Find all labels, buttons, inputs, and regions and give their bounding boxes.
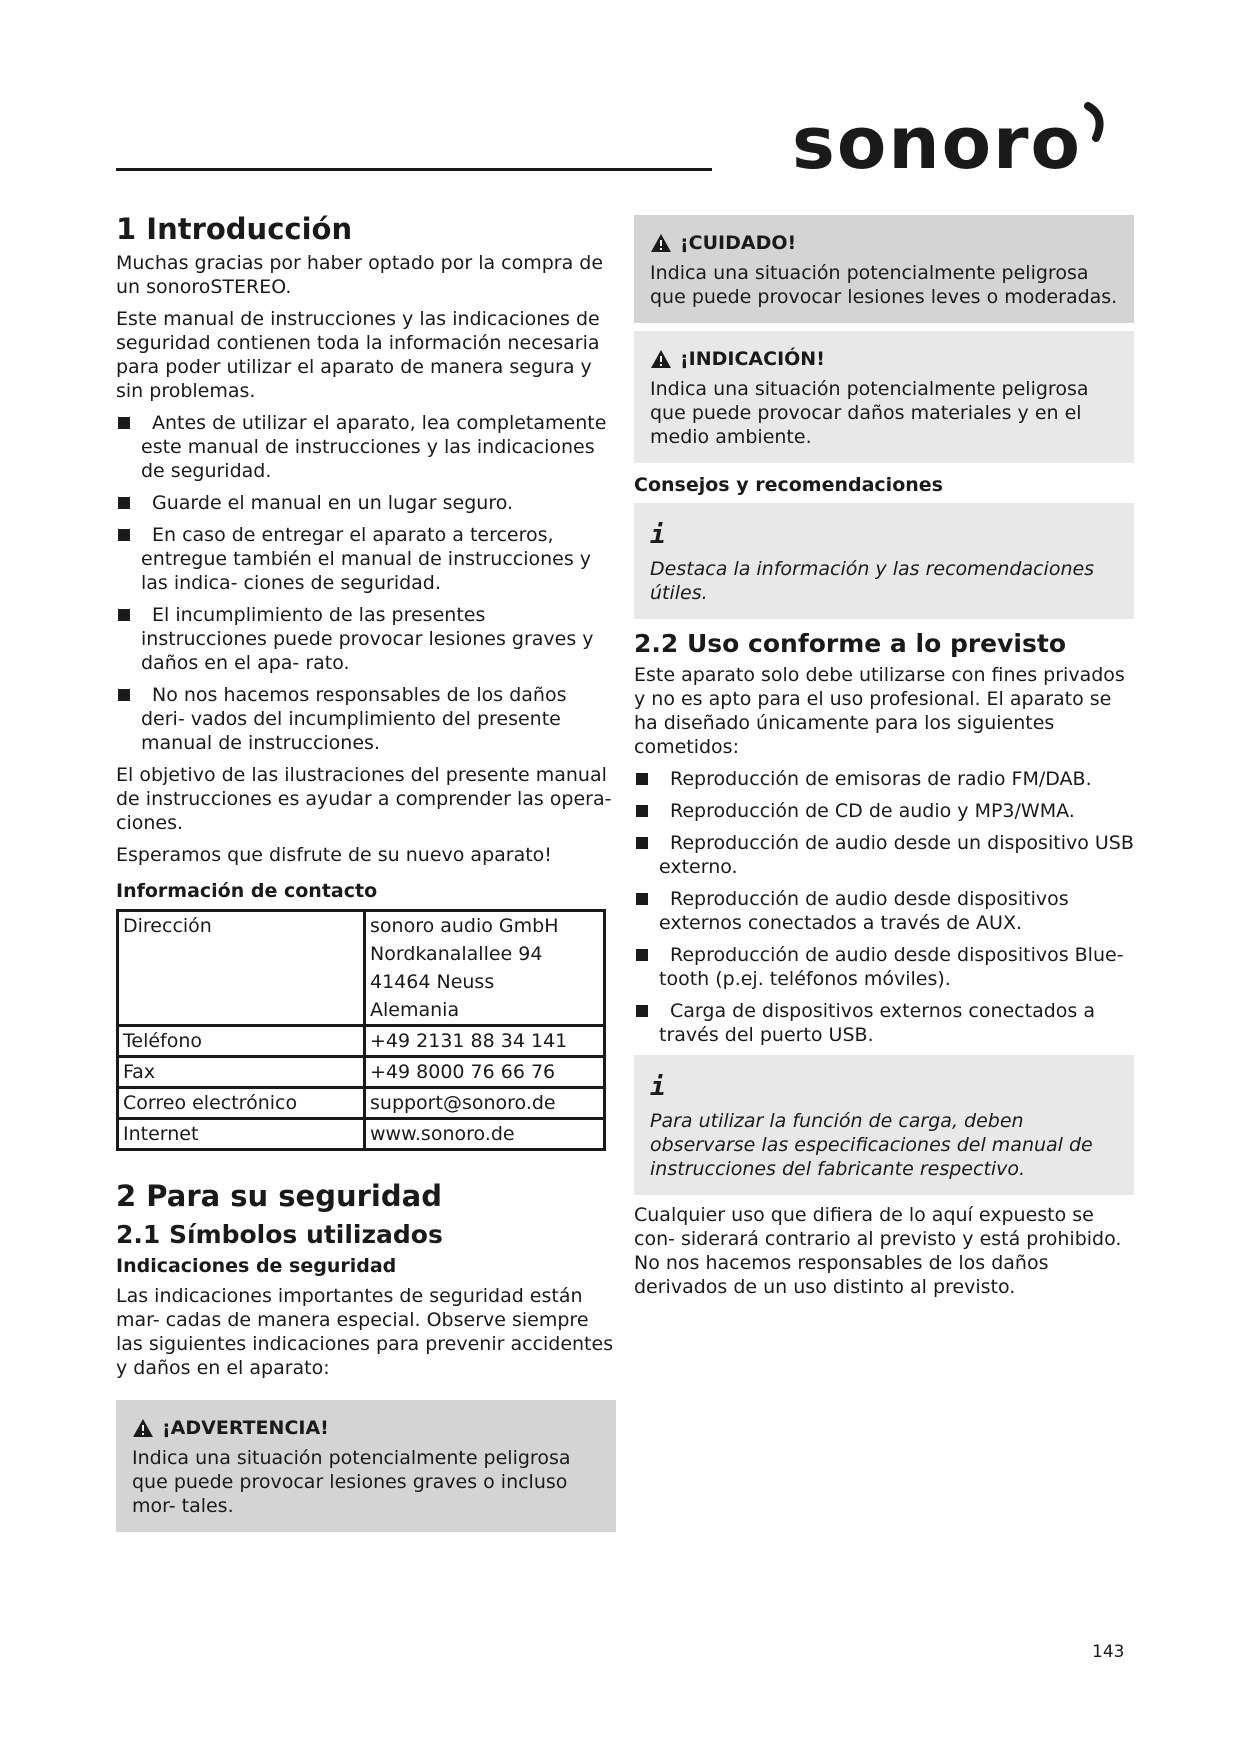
intro-paragraph-2: Este manual de instrucciones y las indicaciones de seguridad contienen toda la información necesaria para poder utilizar el aparato de manera segura y sin problemas. (116, 308, 600, 402)
warning-triangle-icon (650, 349, 672, 369)
page-number: 143 (1092, 1642, 1125, 1662)
contact-key: Fax (118, 1057, 365, 1088)
tip-box-1 (634, 503, 1134, 619)
symbols-subtitle: 2.1 Símbolos utilizados (116, 1220, 443, 1249)
svg-text:sonoro: sonoro (792, 101, 1083, 178)
list-item: Antes de utilizar el aparato, lea completamente este manual de instrucciones y las indicaciones de seguridad. (116, 411, 616, 483)
advertencia-title: ¡ADVERTENCIA! (162, 1417, 329, 1439)
list-item: En caso de entregar el aparato a terceros, entregue también el manual de instrucciones y las indica- ciones de seguridad. (116, 523, 616, 595)
safety-notes-heading: Indicaciones de seguridad (116, 1255, 397, 1277)
list-item: Carga de dispositivos externos conectados a través del puerto USB. (634, 999, 1134, 1047)
list-item: Guarde el manual en un lugar seguro. (116, 491, 616, 515)
info-icon: i (650, 520, 666, 550)
table-row (118, 1119, 605, 1150)
intro-title: 1 Introducción (116, 212, 353, 246)
warning-triangle-icon (132, 1418, 154, 1438)
header-rule (116, 168, 712, 171)
table-row (118, 911, 605, 1026)
indicacion-box (634, 331, 1134, 463)
cuidado-title: ¡CUIDADO! (680, 232, 797, 254)
advertencia-text: Indica una situación potencialmente peligrosa que puede provocar lesiones graves o incluso mor- tales. (132, 1447, 571, 1517)
right-column (634, 215, 1134, 1307)
intended-use-bullet-list (634, 767, 1134, 1047)
safety-title: 2 Para su seguridad (116, 1179, 442, 1213)
indicacion-text: Indica una situación potencialmente peligrosa que puede provocar daños materiales y en el medio ambiente. (650, 378, 1089, 448)
intro-paragraph-4: Esperamos que disfrute de su nuevo aparato! (116, 844, 552, 866)
table-row (118, 1057, 605, 1088)
warning-triangle-icon (650, 233, 672, 253)
intro-paragraph-3: El objetivo de las ilustraciones del presente manual de instrucciones es ayudar a comprender las opera- ciones. (116, 764, 612, 834)
contact-value: support@sonoro.de (365, 1088, 605, 1119)
contact-value: sonoro audio GmbH Nordkanalallee 94 41464 Neuss Alemania (365, 911, 605, 1026)
safety-paragraph: Las indicaciones importantes de seguridad están mar- cadas de manera especial. Observe siempre las siguientes indicaciones para prevenir accidentes y daños en el aparato: (116, 1285, 614, 1379)
advertencia-box (116, 1400, 616, 1532)
intro-bullet-list (116, 411, 616, 755)
list-item: El incumplimiento de las presentes instrucciones puede provocar lesiones graves y daños en el apa- rato. (116, 603, 616, 675)
tips-heading: Consejos y recomendaciones (634, 474, 943, 496)
contact-value: www.sonoro.de (365, 1119, 605, 1150)
contact-key: Correo electrónico (118, 1088, 365, 1119)
cuidado-box (634, 215, 1134, 323)
list-item: No nos hacemos responsables de los daños deri- vados del incumplimiento del presente manual de instrucciones. (116, 683, 616, 755)
intended-use-title: 2.2 Uso conforme a lo previsto (634, 629, 1067, 658)
intended-use-paragraph-1: Este aparato solo debe utilizarse con fines privados y no es apto para el uso profesional. El aparato se ha diseñado únicamente para los siguientes cometidos: (634, 664, 1125, 758)
list-item: Reproducción de CD de audio y MP3/WMA. (634, 799, 1134, 823)
contact-heading: Información de contacto (116, 880, 378, 902)
info-icon: i (650, 1072, 666, 1102)
table-row (118, 1026, 605, 1057)
indicacion-title: ¡INDICACIÓN! (680, 348, 825, 370)
tip-text-2: Para utilizar la función de carga, deben observarse las especificaciones del manual de instrucciones del fabricante respectivo. (650, 1110, 1093, 1180)
table-row (118, 1088, 605, 1119)
sonoro-logo (792, 98, 1132, 178)
list-item: Reproducción de audio desde un dispositivo USB externo. (634, 831, 1134, 879)
cuidado-text: Indica una situación potencialmente peligrosa que puede provocar lesiones leves o moderadas. (650, 262, 1118, 308)
tip-text-1: Destaca la información y las recomendaciones útiles. (650, 558, 1095, 604)
list-item: Reproducción de audio desde dispositivos Blue- tooth (p.ej. teléfonos móviles). (634, 943, 1134, 991)
list-item: Reproducción de emisoras de radio FM/DAB. (634, 767, 1134, 791)
contact-table (116, 909, 606, 1151)
contact-key: Teléfono (118, 1026, 365, 1057)
list-item: Reproducción de audio desde dispositivos externos conectados a través de AUX. (634, 887, 1134, 935)
contact-key: Internet (118, 1119, 365, 1150)
contact-key: Dirección (118, 911, 365, 1026)
tip-box-2 (634, 1055, 1134, 1195)
contact-value: +49 2131 88 34 141 (365, 1026, 605, 1057)
left-column (116, 210, 616, 1540)
intro-paragraph-1: Muchas gracias por haber optado por la compra de un sonoroSTEREO. (116, 252, 604, 298)
contact-value: +49 8000 76 66 76 (365, 1057, 605, 1088)
intended-use-paragraph-2: Cualquier uso que difiera de lo aquí expuesto se con- siderará contrario al previsto y está prohibido. No nos hacemos responsables de los daños derivados de un uso distinto al previsto. (634, 1204, 1122, 1298)
